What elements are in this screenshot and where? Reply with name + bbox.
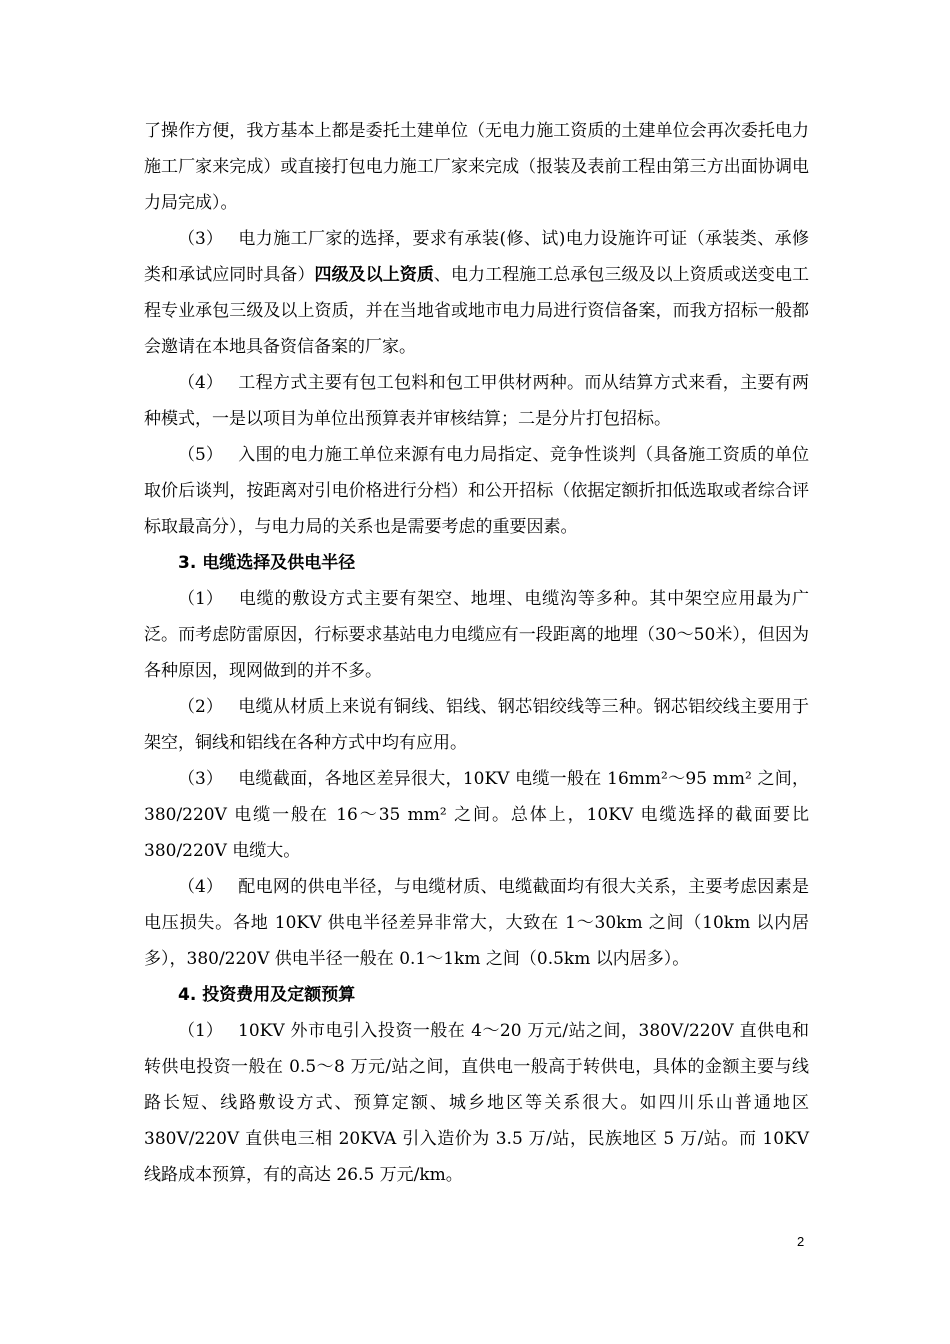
bold-emphasis: 四级及以上资质: [314, 265, 434, 285]
section-heading-3: 3. 电缆选择及供电半径: [178, 553, 356, 573]
paragraph-text: 工程方式主要有包工包料和包工甲供材两种。而从结算方式来看，主要有两种模式，一是以项目为单位出预算表并审核结算；二是分片打包招标。: [144, 373, 809, 429]
paragraph-text: 电缆截面，各地区差异很大，10KV 电缆一般在 16mm²～95 mm² 之间，380/220V 电缆一般在 16～35 mm² 之间。总体上，10KV 电缆选择的截面要比 380/220V 电缆大。: [144, 769, 809, 861]
paragraph-text: 电缆的敷设方式主要有架空、地埋、电缆沟等多种。其中架空应用最为广泛。而考虑防雷原因，行标要求基站电力电缆应有一段距离的地埋（30～50米），但因为各种原因，现网做到的并不多。: [144, 589, 809, 681]
paragraph-text: 入围的电力施工单位来源有电力局指定、竞争性谈判（具备施工资质的单位取价后谈判，按距离对引电价格进行分档）和公开招标（依据定额折扣低选取或者综合评标取最高分），与电力局的关系也是需要考虑的重要因素。: [144, 445, 809, 537]
paragraph-text: 配电网的供电半径，与电缆材质、电缆截面均有很大关系，主要考虑因素是电压损失。各地 10KV 供电半径差异非常大，大致在 1～30km 之间（10km 以内居多），380/220V 供电半径一般在 0.1～1km 之间（0.5km 以内居多）。: [144, 877, 809, 969]
section-heading-4: 4. 投资费用及定额预算: [178, 985, 356, 1005]
paragraph-cable-section: [144, 761, 809, 869]
item-number: （5）: [178, 445, 223, 465]
paragraph-investment-cost: [144, 1013, 809, 1193]
item-number: （3）: [178, 769, 223, 789]
paragraph-text: 电缆从材质上来说有铜线、铝线、钢芯铝绞线等三种。钢芯铝绞线主要用于架空，铜线和铝线在各种方式中均有应用。: [144, 697, 809, 753]
item-number: （3）: [178, 229, 223, 249]
document-body: [144, 113, 809, 1193]
item-number: （4）: [178, 877, 223, 897]
paragraph-text: 、电力工程施工总承包三级及以上资质或送变电工程专业承包三级及以上资质，并在当地省或地市电力局进行资信备案，而我方招标一般都会邀请在本地具备资信备案的厂家。: [144, 265, 810, 357]
paragraph-supply-radius: [144, 869, 809, 977]
paragraph-text: 电力施工厂家的选择，要求有承装(修、试)电力设施许可证（承装类、承修类和承试应同时具备）: [144, 229, 809, 285]
item-number: （1）: [178, 1021, 223, 1041]
paragraph-item-4-engineering-mode: [144, 365, 809, 437]
paragraph-item-5-contractor-source: [144, 437, 809, 545]
item-number: （2）: [178, 697, 223, 717]
paragraph-cable-laying: [144, 581, 809, 689]
paragraph-item-3-contractor-selection: [144, 221, 809, 365]
paragraph-text: 10KV 外市电引入投资一般在 4～20 万元/站之间，380V/220V 直供电和转供电投资一般在 0.5～8 万元/站之间，直供电一般高于转供电，具体的金额主要与线路长短、线路敷设方式、预算定额、城乡地区等关系很大。如四川乐山普通地区 380V/220V 直供电三相 20KVA 引入造价为 3.5 万/站，民族地区 5 万/站。而 10KV 线路成本预算，有的高达 26.5 万元/km。: [144, 1021, 809, 1185]
paragraph-continuation: 了操作方便，我方基本上都是委托土建单位（无电力施工资质的土建单位会再次委托电力施工厂家来完成）或直接打包电力施工厂家来完成（报装及表前工程由第三方出面协调电力局完成）。: [144, 121, 809, 213]
item-number: （4）: [178, 373, 223, 393]
item-number: （1）: [178, 589, 223, 609]
paragraph-cable-material: [144, 689, 809, 761]
page-number: 2: [797, 1234, 805, 1249]
